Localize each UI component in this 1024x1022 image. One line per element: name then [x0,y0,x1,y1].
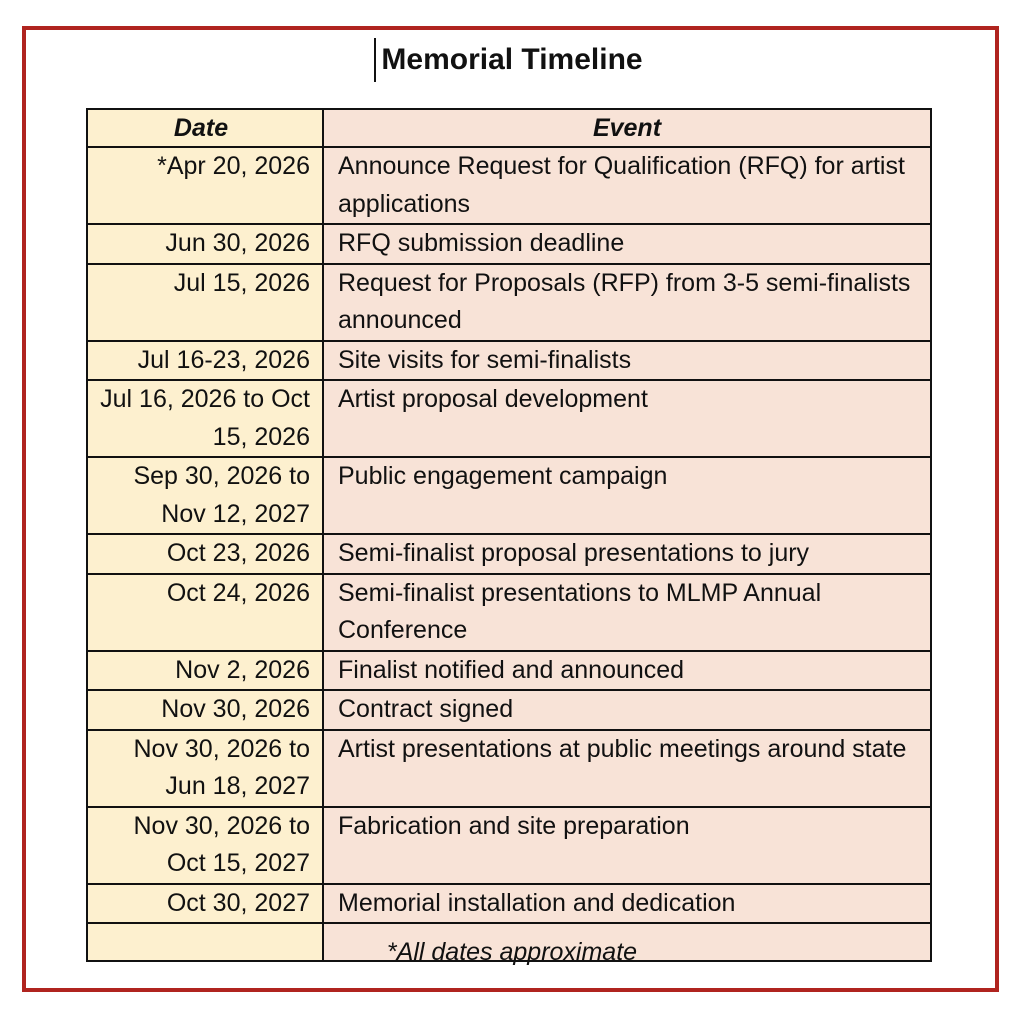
date-cell: *Apr 20, 2026 [87,147,323,224]
event-cell: Announce Request for Qualification (RFQ) for artist applications [323,147,931,224]
table-row [87,730,931,807]
date-cell: Jul 16, 2026 to Oct 15, 2026 [87,380,323,457]
table-row [87,534,931,574]
event-cell: Finalist notified and announced [323,651,931,691]
date-cell: Nov 30, 2026 to Oct 15, 2027 [87,807,323,884]
table-row [87,651,931,691]
date-cell: Nov 2, 2026 [87,651,323,691]
page-title: Memorial Timeline [381,43,643,76]
table-row [87,264,931,341]
event-cell: Semi-finalist presentations to MLMP Annual Conference [323,574,931,651]
event-cell: Artist proposal development [323,380,931,457]
event-cell: RFQ submission deadline [323,224,931,264]
date-cell: Oct 23, 2026 [87,534,323,574]
date-cell: Oct 30, 2027 [87,884,323,924]
event-cell: Artist presentations at public meetings around state [323,730,931,807]
table-row [87,807,931,884]
table-row [87,224,931,264]
event-column-header: Event [323,109,931,147]
date-cell: Oct 24, 2026 [87,574,323,651]
table-row [87,147,931,224]
date-cell: Jul 15, 2026 [87,264,323,341]
event-cell: Request for Proposals (RFP) from 3-5 semi-finalists announced [323,264,931,341]
event-cell: Contract signed [323,690,931,730]
event-cell: Public engagement campaign [323,457,931,534]
date-cell: Jul 16-23, 2026 [87,341,323,381]
date-cell: Nov 30, 2026 to Jun 18, 2027 [87,730,323,807]
table-header-row [87,109,931,147]
timeline-table [86,108,932,962]
date-cell: Jun 30, 2026 [87,224,323,264]
event-cell: Fabrication and site preparation [323,807,931,884]
table-row [87,884,931,924]
date-cell: Sep 30, 2026 to Nov 12, 2027 [87,457,323,534]
event-cell: Memorial installation and dedication [323,884,931,924]
table-row [87,341,931,381]
table-row [87,457,931,534]
table-row [87,574,931,651]
footnote: *All dates approximate [386,938,638,966]
date-cell: Nov 30, 2026 [87,690,323,730]
table-row [87,380,931,457]
date-column-header: Date [87,109,323,147]
event-cell: Site visits for semi-finalists [323,341,931,381]
table-row [87,690,931,730]
event-cell: Semi-finalist proposal presentations to jury [323,534,931,574]
